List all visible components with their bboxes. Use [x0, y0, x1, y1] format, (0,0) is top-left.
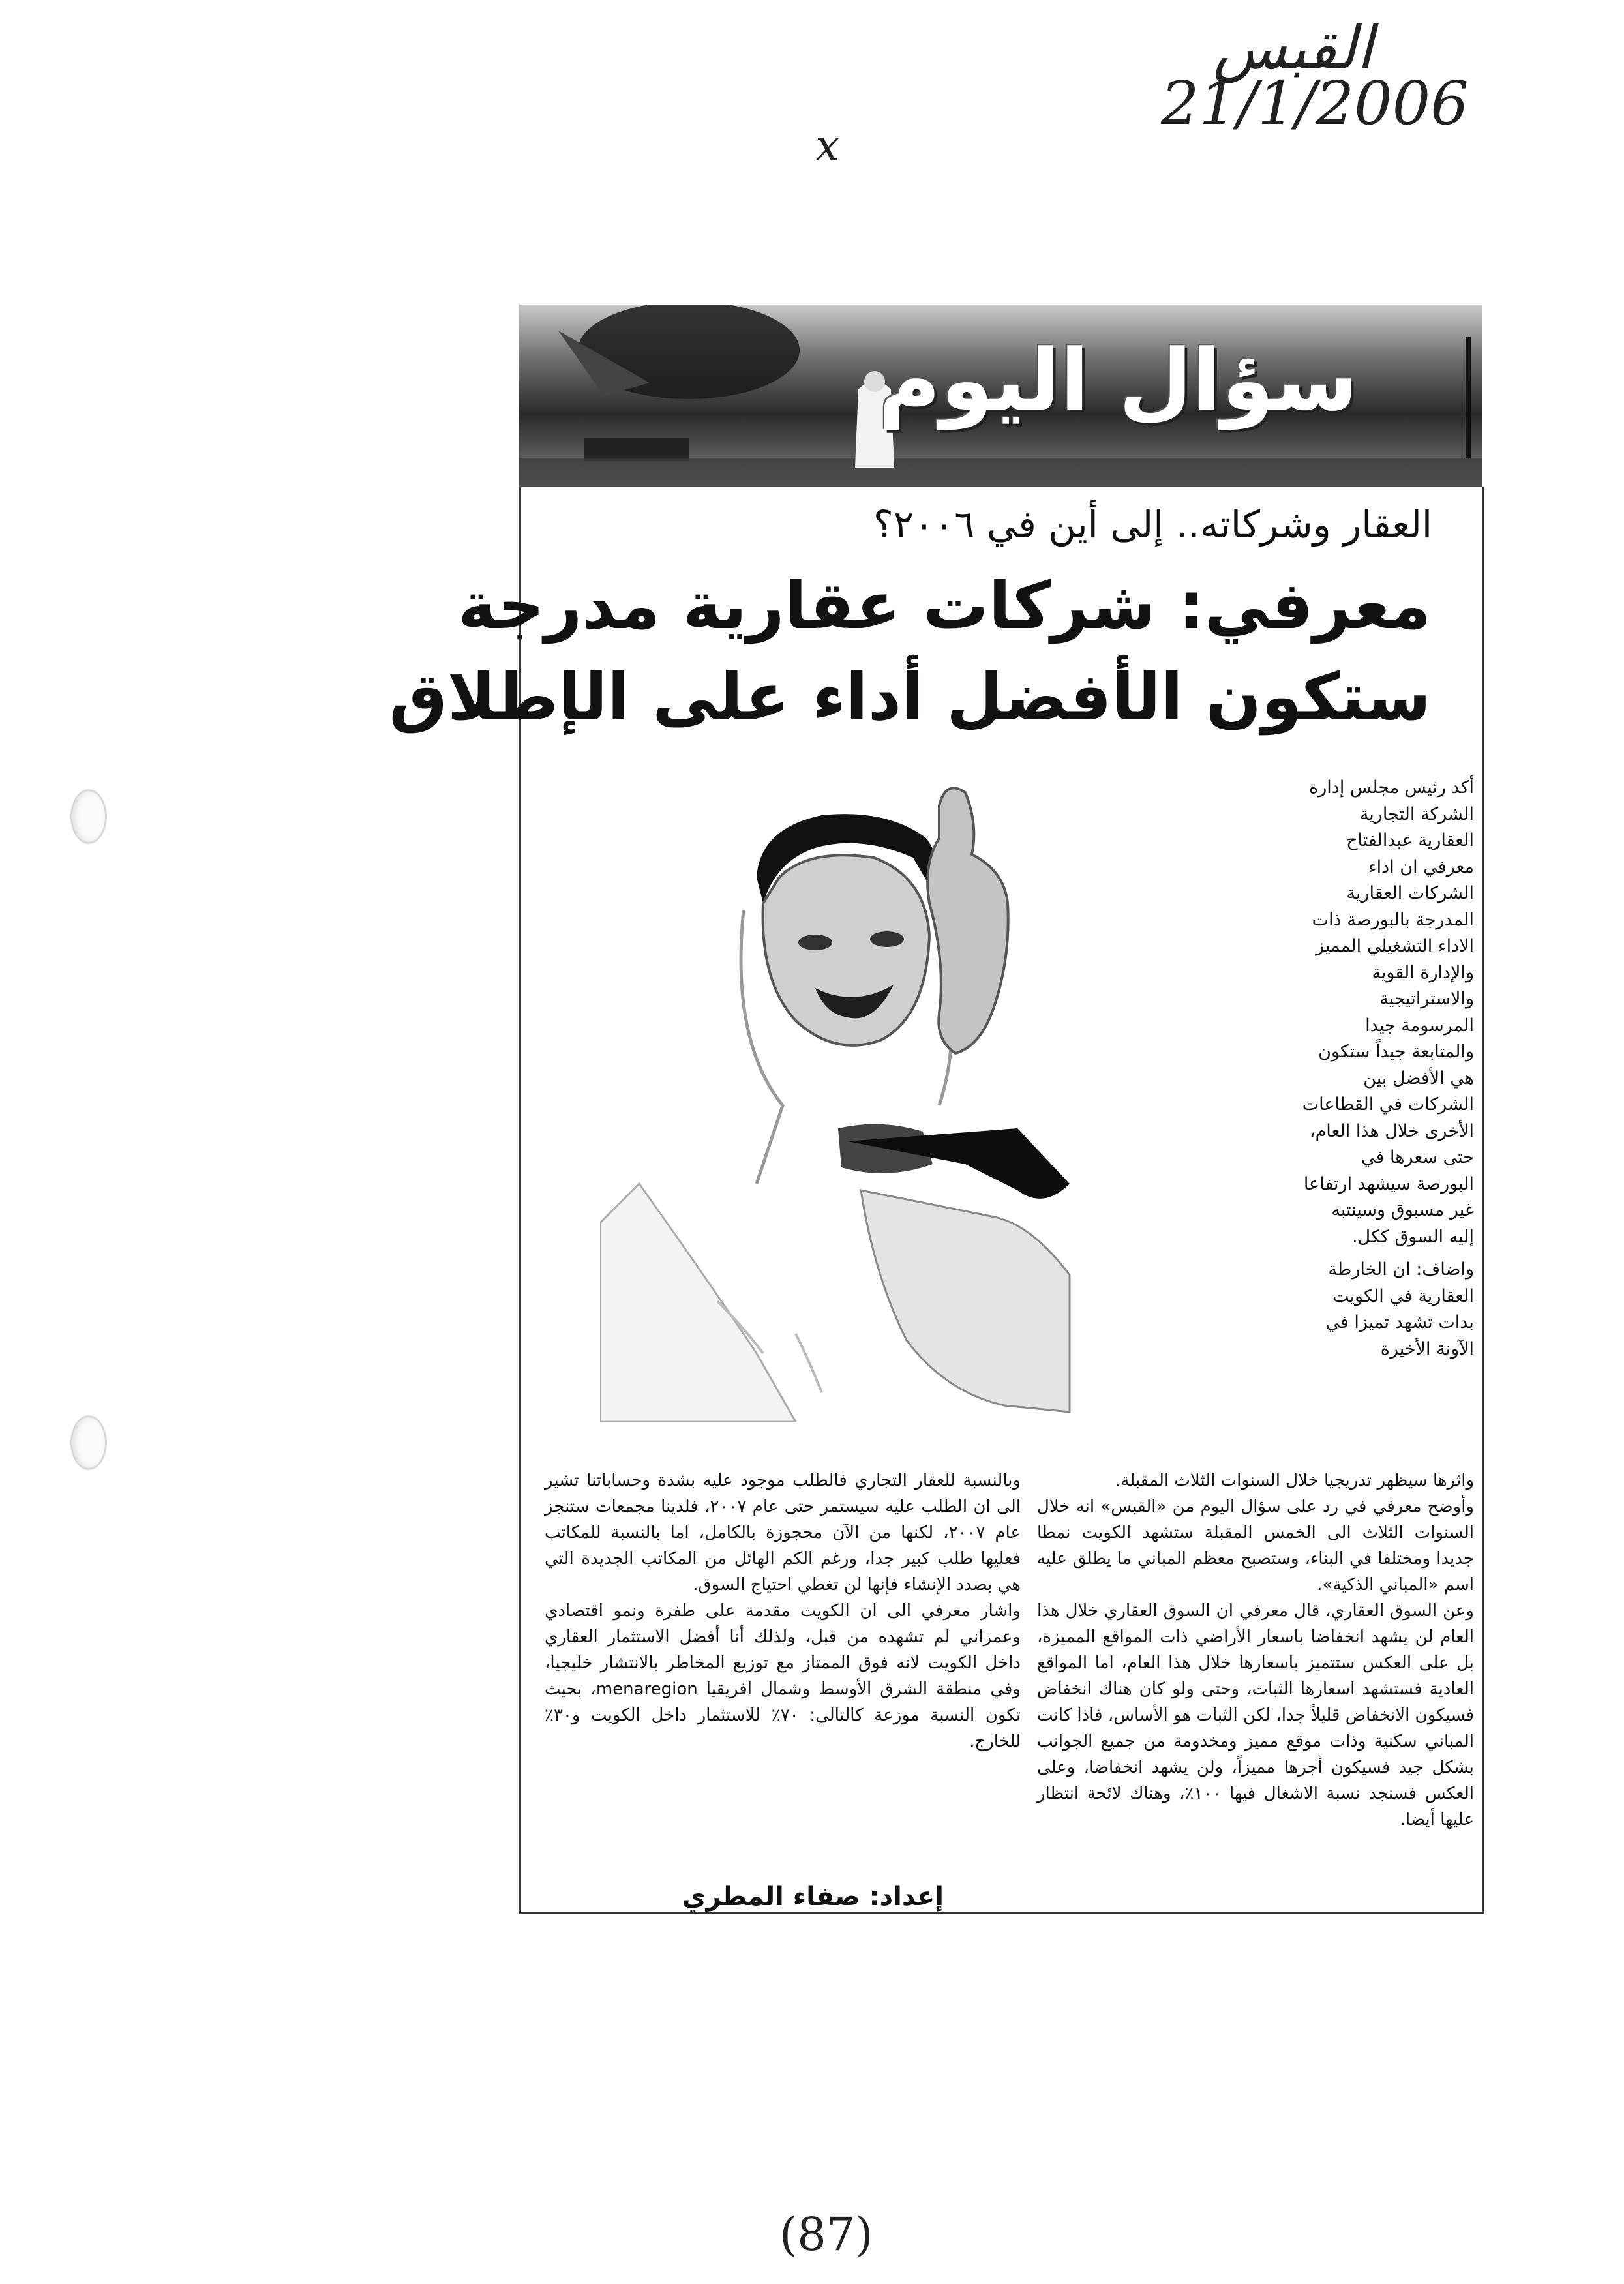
- section-banner: [519, 305, 1482, 487]
- intro-column: [1301, 775, 1474, 1362]
- headline-line-1: معرفي: شركات عقارية مدرجة: [458, 567, 1431, 644]
- right-col-paragraph-3: وعن السوق العقاري، قال معرفي ان السوق العقاري خلال هذا العام لن يشهد انخفاضا باسعار الأراضي ذات المواقع المميزة، بل على العكس ستتميز باسعارها خلال هذا العام، اما المواقع العادية فستشهد اسعارها الثبات، وحتى ولو كان هناك انخفاض فسيكون الانخفاض قليلاً جدا، لكن الثبات هو الأساس، فاذا كانت المباني سكنية وذات موقع مميز ومخدومة من جميع الجوانب بشكل جيد فسيكون أجرها مميزاً، ولن يشهد انخفاضا، وعلى العكس فسنجد نسبة الاشغال فيها ١٠٠٪، وهناك لائحة انتظار عليها أيضا.: [1037, 1601, 1474, 1829]
- left-col-paragraph-1: وبالنسبة للعقار التجاري فالطلب موجود عليه بشدة وحساباتنا تشير الى ان الطلب عليه سيستمر حتى عام ٢٠٠٧، فلدينا مجمعات ستنجز عام ٢٠٠٧، لكنها من الآن محجوزة بالكامل، اما بالنسبة للمكاتب فعليها طلب كبير جدا، ورغم الكم الهائل من المكاتب الجديدة التي هي بصدد الإنشاء فإنها لن تغطي احتياج السوق.: [545, 1471, 1021, 1595]
- handwritten-mark: x: [815, 121, 840, 171]
- intro-paragraph: أكد رئيس مجلس إدارة الشركة التجارية العقارية عبدالفتاح معرفي ان اداء الشركات العقارية المدرجة بالبورصة ذات الاداء التشغيلي المميز والإدارة القوية والاستراتيجية المرسومة جيدا والمتابعة جيداً ستكون هي الأفضل بين الشركات في القطاعات الأخرى خلال هذا العام، حتى سعرها في البورصة سيشهد ارتفاعا غير مسبوق وسينتبه إليه السوق ككل.: [1302, 777, 1474, 1247]
- punch-hole-bottom: [70, 1415, 107, 1470]
- article-photo: [600, 766, 1288, 1422]
- portrait-illustration: [600, 766, 1288, 1422]
- right-column: [1037, 1467, 1474, 1833]
- left-column: [545, 1467, 1021, 1754]
- handwritten-paper-name: القبس: [1213, 13, 1374, 83]
- handwritten-date: 21/1/2006: [1161, 68, 1469, 138]
- punch-hole-top: [70, 789, 107, 844]
- banner-title: سؤال اليوم: [878, 331, 1358, 430]
- intro-paragraph-2: واضاف: ان الخارطة العقارية في الكويت بدات تشهد تميزا في الآونة الأخيرة: [1325, 1259, 1474, 1359]
- right-col-paragraph-2: وأوضح معرفي في رد على سؤال اليوم من «القبس» انه خلال السنوات الثلاث الى الخمس المقبلة ستشهد الكويت نمطا جديدا ومختلفا في البناء، وستصبح معظم المباني ما يطلق عليه اسم «المباني الذكية».: [1037, 1497, 1474, 1595]
- left-col-paragraph-2: واشار معرفي الى ان الكويت مقدمة على طفرة ونمو اقتصادي وعمراني لم تشهده من قبل، ولذلك أنا أفضل الاستثمار العقاري داخل الكويت لانه فوق الممتاز مع توزيع المخاطر بالانتشار خليجيا، وفي منطقة الشرق الأوسط وشمال افريقيا menaregion، بحيث تكون النسبة موزعة كالتالي: ٧٠٪ للاستثمار داخل الكويت و٣٠٪ للخارج.: [545, 1601, 1021, 1751]
- right-col-paragraph-1: واثرها سيظهر تدريجيا خلال السنوات الثلاث المقبلة.: [1115, 1471, 1474, 1490]
- byline: إعداد: صفاء المطري: [682, 1882, 944, 1912]
- headline-line-2: ستكون الأفضل أداء على الإطلاق: [389, 659, 1431, 735]
- handwritten-page-number: (87): [779, 2208, 873, 2261]
- article-question: العقار وشركاته.. إلى أين في ٢٠٠٦؟: [873, 502, 1432, 547]
